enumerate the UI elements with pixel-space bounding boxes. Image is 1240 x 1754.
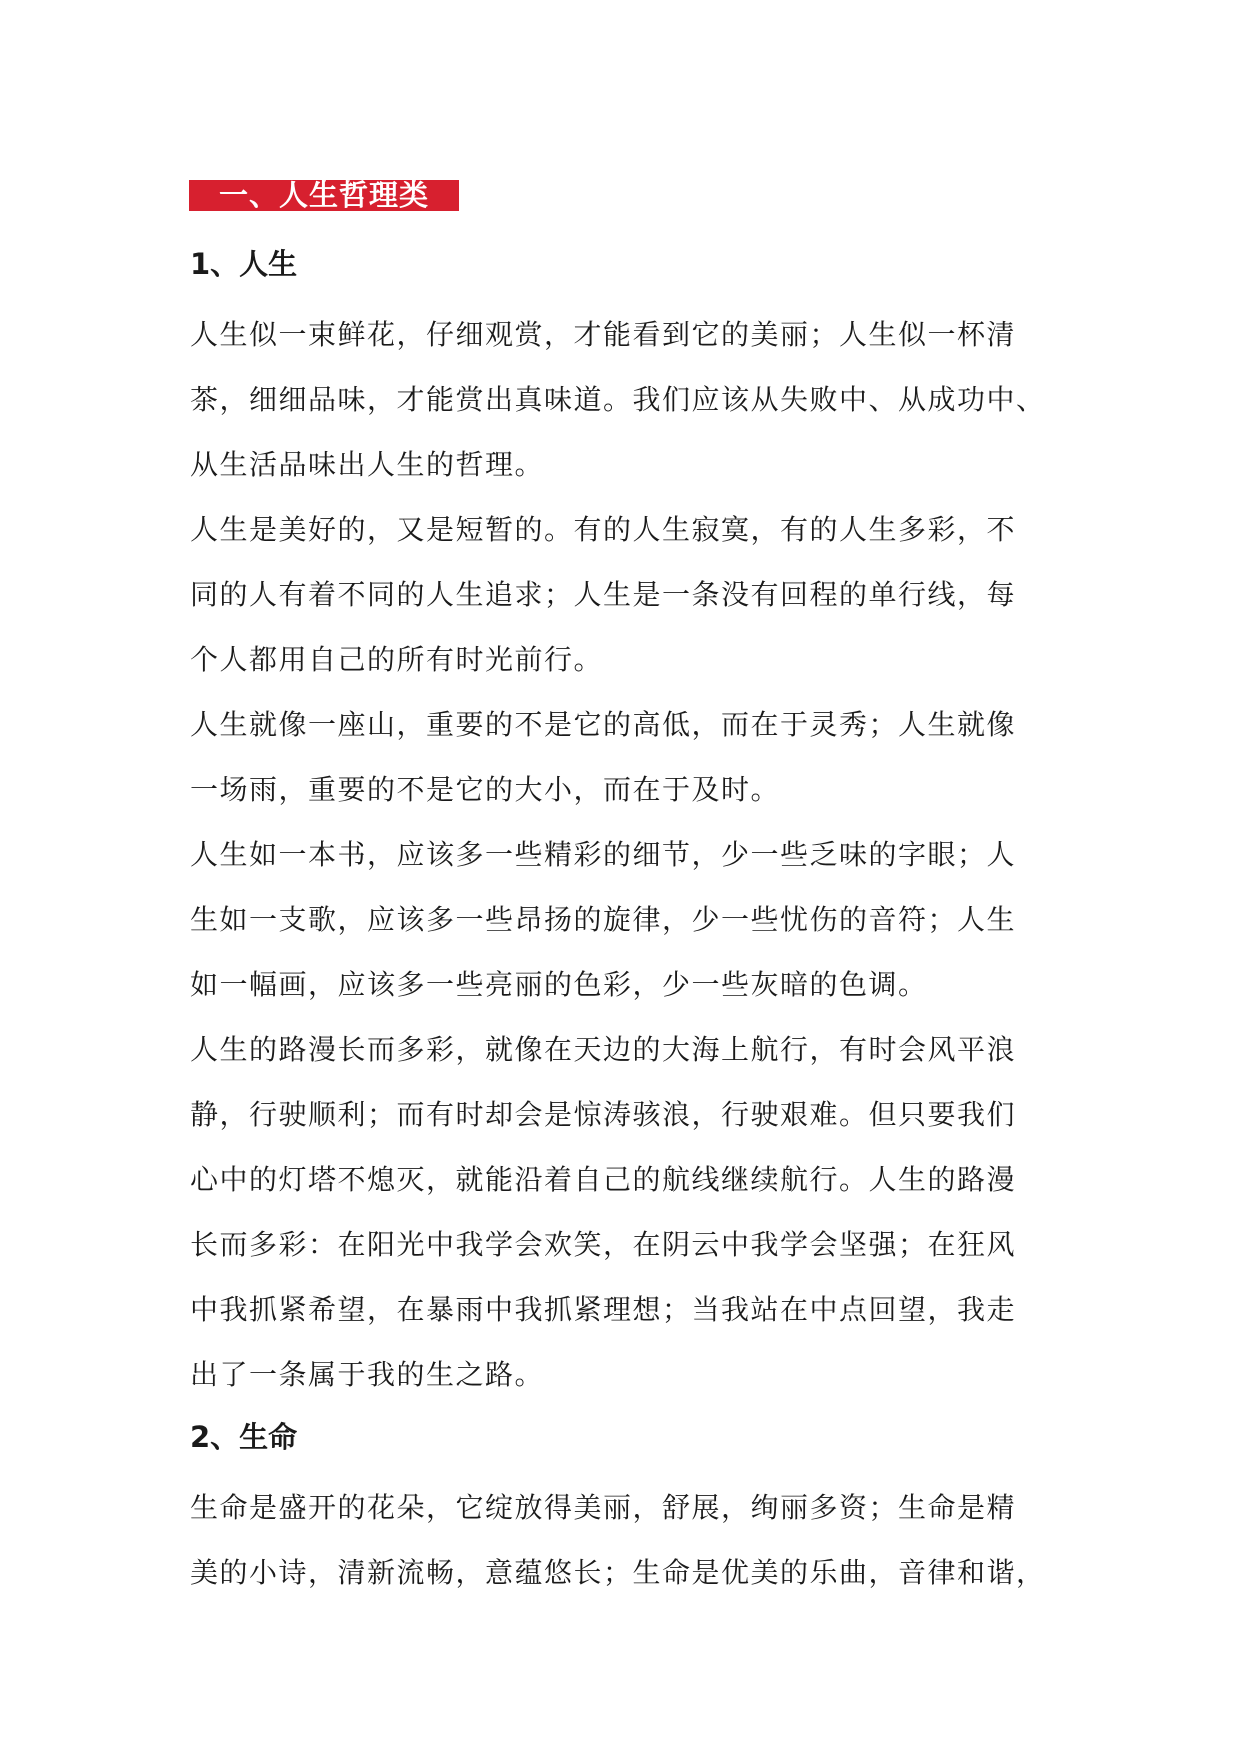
paragraph: [190, 822, 1060, 1017]
text-line: 人生似一束鲜花，仔细观赏，才能看到它的美丽；人生似一杯清: [190, 318, 1017, 351]
text-line: 同的人有着不同的人生追求；人生是一条没有回程的单行线，每: [190, 578, 1017, 611]
text-line: 个人都用自己的所有时光前行。: [190, 643, 604, 676]
text-line: 生命是盛开的花朵，它绽放得美丽，舒展，绚丽多资；生命是精: [190, 1491, 1017, 1524]
text-line: 如一幅画，应该多一些亮丽的色彩，少一些灰暗的色调。: [190, 968, 928, 1001]
text-line: 出了一条属于我的生之路。: [190, 1358, 545, 1391]
text-line: 静，行驶顺利；而有时却会是惊涛骇浪，行驶艰难。但只要我们: [190, 1098, 1017, 1131]
text-line: 人生就像一座山，重要的不是它的高低，而在于灵秀；人生就像: [190, 708, 1017, 741]
paragraph: [190, 1017, 1060, 1407]
text-line: 生如一支歌，应该多一些昂扬的旋律，少一些忧伤的音符；人生: [190, 903, 1017, 936]
text-line: 从生活品味出人生的哲理。: [190, 448, 545, 481]
text-line: 长而多彩：在阳光中我学会欢笑，在阴云中我学会坚强；在狂风: [190, 1228, 1017, 1261]
document-content: [190, 238, 1060, 1605]
text-line: 人生是美好的，又是短暂的。有的人生寂寞，有的人生多彩，不: [190, 513, 1017, 546]
paragraph: [190, 692, 1060, 822]
section-title-banner: 一、人生哲理类: [189, 180, 459, 211]
text-line: 一场雨，重要的不是它的大小，而在于及时。: [190, 773, 781, 806]
text-line: 心中的灯塔不熄灭，就能沿着自己的航线继续航行。人生的路漫: [190, 1163, 1017, 1196]
paragraph: [190, 302, 1060, 497]
text-line: 中我抓紧希望，在暴雨中我抓紧理想；当我站在中点回望，我走: [190, 1293, 1017, 1326]
text-line: 美的小诗，清新流畅，意蕴悠长；生命是优美的乐曲，音律和谐，: [190, 1556, 1046, 1589]
text-line: 人生的路漫长而多彩，就像在天边的大海上航行，有时会风平浪: [190, 1033, 1017, 1066]
item-heading-life-force: 2、生命: [190, 1420, 298, 1454]
item-heading-life: 1、人生: [190, 247, 298, 281]
text-line: 茶，细细品味，才能赏出真味道。我们应该从失败中、从成功中、: [190, 383, 1046, 416]
paragraph: [190, 497, 1060, 692]
paragraph: [190, 1475, 1060, 1605]
text-line: 人生如一本书，应该多一些精彩的细节，少一些乏味的字眼；人: [190, 838, 1017, 871]
